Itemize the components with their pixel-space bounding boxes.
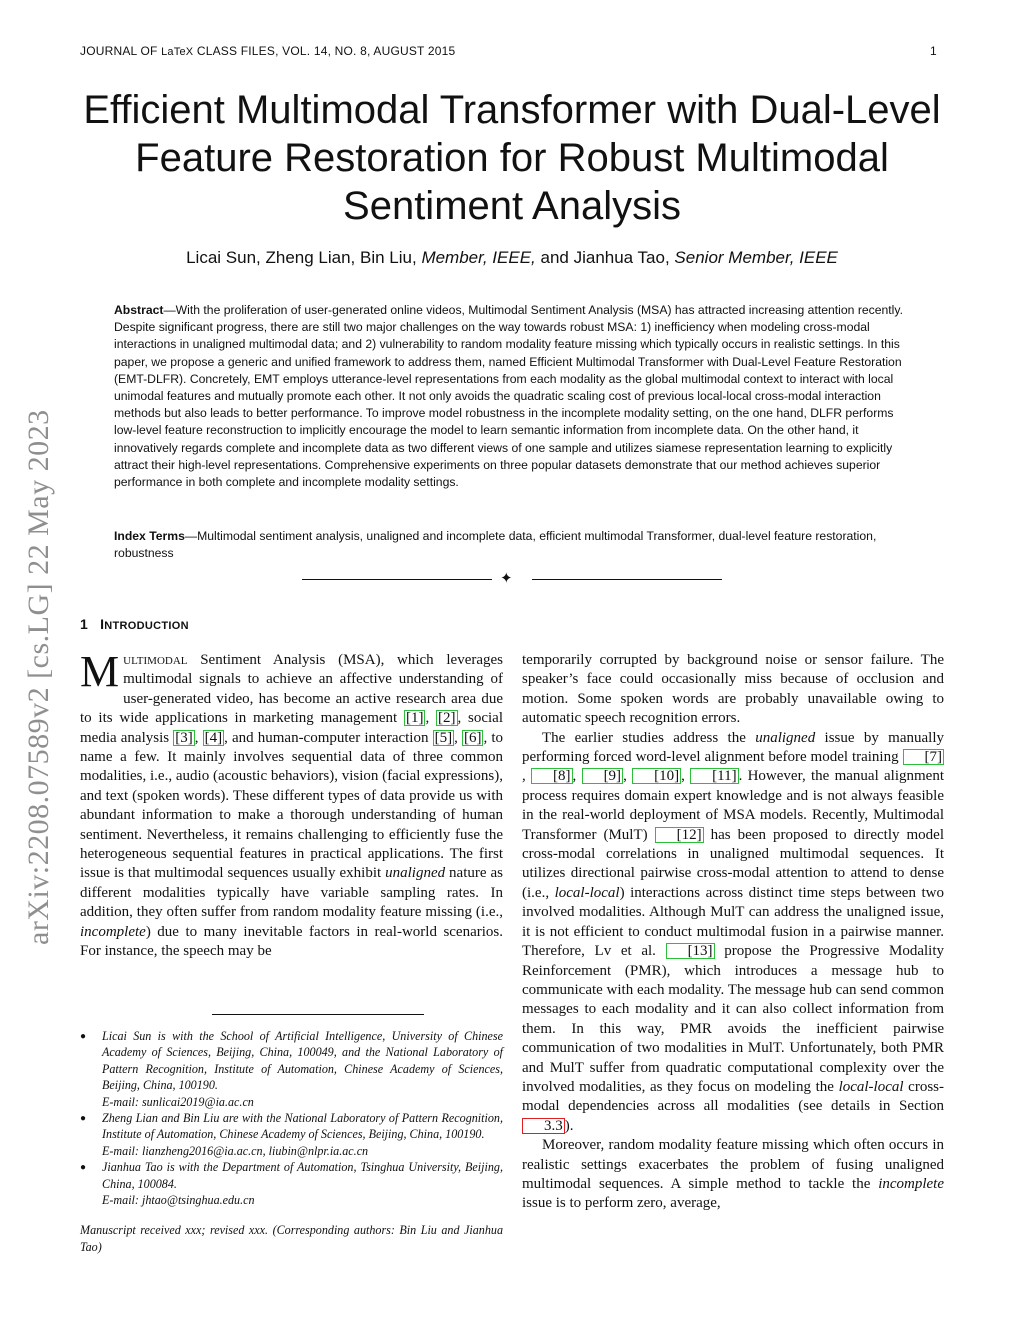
abstract-label: Abstract: [114, 303, 164, 317]
index-terms-text: —Multimodal sentiment analysis, unaligned and incomplete data, efficient multimodal Transformer, dual-level feature restoration, robustness: [114, 529, 877, 561]
footnote-email: E-mail: sunlicai2019@ia.ac.cn: [102, 1094, 254, 1109]
citation-link[interactable]: [12]: [655, 827, 704, 843]
arxiv-stamp[interactable]: arXiv:2208.07589v2 [cs.LG] 22 May 2023: [22, 409, 55, 945]
citation-link[interactable]: [2]: [438, 710, 456, 727]
footnote-item: ● Licai Sun is with the School of Artificial Intelligence, University of Chinese Academy of Sciences, Beijing, China, 100049, and the National Laboratory of Pattern Recognition, Institute of Automation, Chinese Academy of Sciences, Beijing, China, 100190. E-mail: sunlicai2019@ia.ac.cn: [80, 1029, 503, 1109]
right-column: [522, 651, 944, 1214]
section-divider: [302, 570, 722, 588]
bullet-icon: ●: [80, 1031, 87, 1042]
citation-link[interactable]: [10]: [632, 768, 681, 784]
section-ref-link[interactable]: 3.3: [522, 1118, 565, 1134]
section-number: 1: [80, 616, 89, 632]
intro-paragraph-2: The earlier studies address the unaligned issue by manually performing forced word-level alignment before model training [7], [8] , [9] , [10] , [11] . However, the manual alignment process requires domain expert knowledge and is not always feasible in the real-world deployment of MSA models. Recently, Multimodal Transformer (MulT) [12] has been proposed to directly model cross-modal correlations in unaligned multimodal sequences. It utilizes directional pairwise cross-modal attention to attend to dense (i.e., local-local) interactions across distinct time steps between two involved modalities. Although MulT can address the unaligned issue, it is not efficient to conduct multimodal fusion in a pairwise manner. Therefore, Lv et al. [13] propose the Progressive Modality Reinforcement (PMR), which introduces a message hub to communicate with each modality. The message hub can send common messages to each modality and it can also collect information from them. In this way, PMR avoids the inefficient pairwise communication of two modalities in MulT. Unfortunately, both PMR and MulT suffer from quadratic computational complexity over the involved modalities, as they focus on modeling the local-local cross-modal dependencies across all modalities (see details in Section 3.3 ).: [522, 729, 945, 1134]
abstract-text: —With the proliferation of user-generated online videos, Multimodal Sentiment Analysis (MSA) has attracted increasing attention recently. Despite significant progress, there are still two major challenges on the way towards robust MSA: 1) inefficiency when modeling cross-modal interactions in unaligned multimodal data; and 2) vulnerability to random modality feature missing which typically occurs in realistic settings. In this paper, we propose a generic and unified framework to address them, named Efficient Multimodal Transformer with Dual-Level Feature Restoration (EMT-DLFR). Concretely, EMT employs utterance-level representations from each modality as the global multimodal context to interact with local unimodal features and mutually promote each other. It not only avoids the quadratic scaling cost of previous local-local cross-modal interaction methods but also leads to better performance. To improve model robustness in the incomplete modality setting, on the one hand, DLFR performs low-level feature reconstruction to implicitly encourage the model to learn semantic information from incomplete data. On the other hand, it innovatively regards complete and incomplete data as two different views of one sample and utilizes siamese representation learning to explicitly attract their high-level representations. Comprehensive experiments on three popular datasets demonstrate that our method achieves superior performance in both complete and incomplete modality settings.: [114, 303, 903, 490]
footnotes: [80, 1028, 503, 1255]
citation-link[interactable]: [8]: [531, 768, 573, 784]
citation-link[interactable]: [4]: [204, 729, 223, 746]
citation-link[interactable]: [3]: [175, 729, 193, 746]
citation-link[interactable]: [13]: [666, 943, 715, 959]
page-number: 1: [930, 44, 937, 58]
footnote-email: E-mail: jhtao@tsinghua.edu.cn: [102, 1193, 255, 1208]
bullet-icon: ●: [80, 1113, 87, 1125]
intro-paragraph-continued: temporarily corrupted by background noise or sensor failure. The speaker’s face could occasionally miss because of occlusion and motion. Some spoken words are probably unavailable owing to automatic speech recognition errors.: [522, 652, 944, 727]
dropcap: M: [80, 647, 120, 696]
citation-link[interactable]: [11]: [690, 768, 738, 784]
running-header: JOURNAL OF LaTeX CLASS FILES, VOL. 14, NO. 8, AUGUST 2015: [80, 44, 456, 58]
citation-link[interactable]: [7]: [903, 749, 945, 765]
author-list: Licai Sun, Zheng Lian, Bin Liu, Member, IEEE, and Jianhua Tao, Senior Member, IEEE: [186, 248, 838, 267]
citation-link[interactable]: [6]: [463, 729, 482, 746]
bullet-icon: ●: [80, 1162, 87, 1174]
footnote-rule: [212, 1014, 424, 1015]
citation-link[interactable]: [5]: [434, 729, 453, 746]
latex-logo: LaTeX: [161, 46, 194, 58]
intro-paragraph-1: Multimodal Sentiment Analysis (MSA), which leverages multimodal signals to achieve an affective understanding of user-generated video, has become an active research area due to its wide applications in marketing management [1] , [2] , social media analysis [3] , [4] , and human-computer interaction [5] , [6] , to name a few. It mainly involves sequential data of three common modalities, i.e., audio (acoustic behaviors), vision (facial expressions), and text (spoken words). These different types of data provide us with abundant information to make a thorough understanding of human sentiment. Nevertheless, it remains challenging to efficiently fuse the heterogeneous sequential features in practical applications. The first issue is that multimodal sequences usually exhibit unaligned nature as different modalities typically have variable sampling rates. In addition, they often suffer from random modality feature missing (i.e., incomplete) due to many inevitable factors in real-world scenarios. For instance, the speech may be: [80, 647, 504, 960]
intro-paragraph-3: Moreover, random modality feature missing which often occurs in realistic settings exacerbates the problem of fusing unaligned multimodal sequences. A simple method to tackle the incomplete issue is to perform zero, average,: [522, 1137, 944, 1212]
abstract: [114, 302, 912, 491]
index-terms: [114, 528, 912, 562]
citation-link[interactable]: [9]: [582, 768, 624, 784]
footnote-email: E-mail: lianzheng2016@ia.ac.cn, liubin@nlpr.ia.ac.cn: [102, 1143, 369, 1158]
index-terms-label: Index Terms: [114, 529, 185, 543]
paper-title: Efficient Multimodal Transformer with Dual-Level Feature Restoration for Robust Multimodal Sentiment Analysis: [83, 88, 941, 228]
section-heading: 1 INTRODUCTION: [80, 616, 189, 632]
manuscript-note: Manuscript received xxx; revised xxx. (Corresponding authors: Bin Liu and Jianhua Tao): [80, 1223, 503, 1254]
citation-link[interactable]: [1]: [405, 710, 424, 727]
footnote-item: ● Jianhua Tao is with the Department of Automation, Tsinghua University, Beijing, China, 100084. E-mail: jhtao@tsinghua.edu.cn: [80, 1160, 503, 1208]
divider-diamond-icon: ✦: [500, 571, 513, 587]
left-column: [80, 647, 504, 962]
footnote-item: ● Zheng Lian and Bin Liu are with the National Laboratory of Pattern Recognition, Institute of Automation, Chinese Academy of Sciences, Beijing, China, 100190. E-mail: lianzheng2016@ia.ac.cn, liubin@nlpr.ia.ac.cn: [80, 1111, 503, 1158]
